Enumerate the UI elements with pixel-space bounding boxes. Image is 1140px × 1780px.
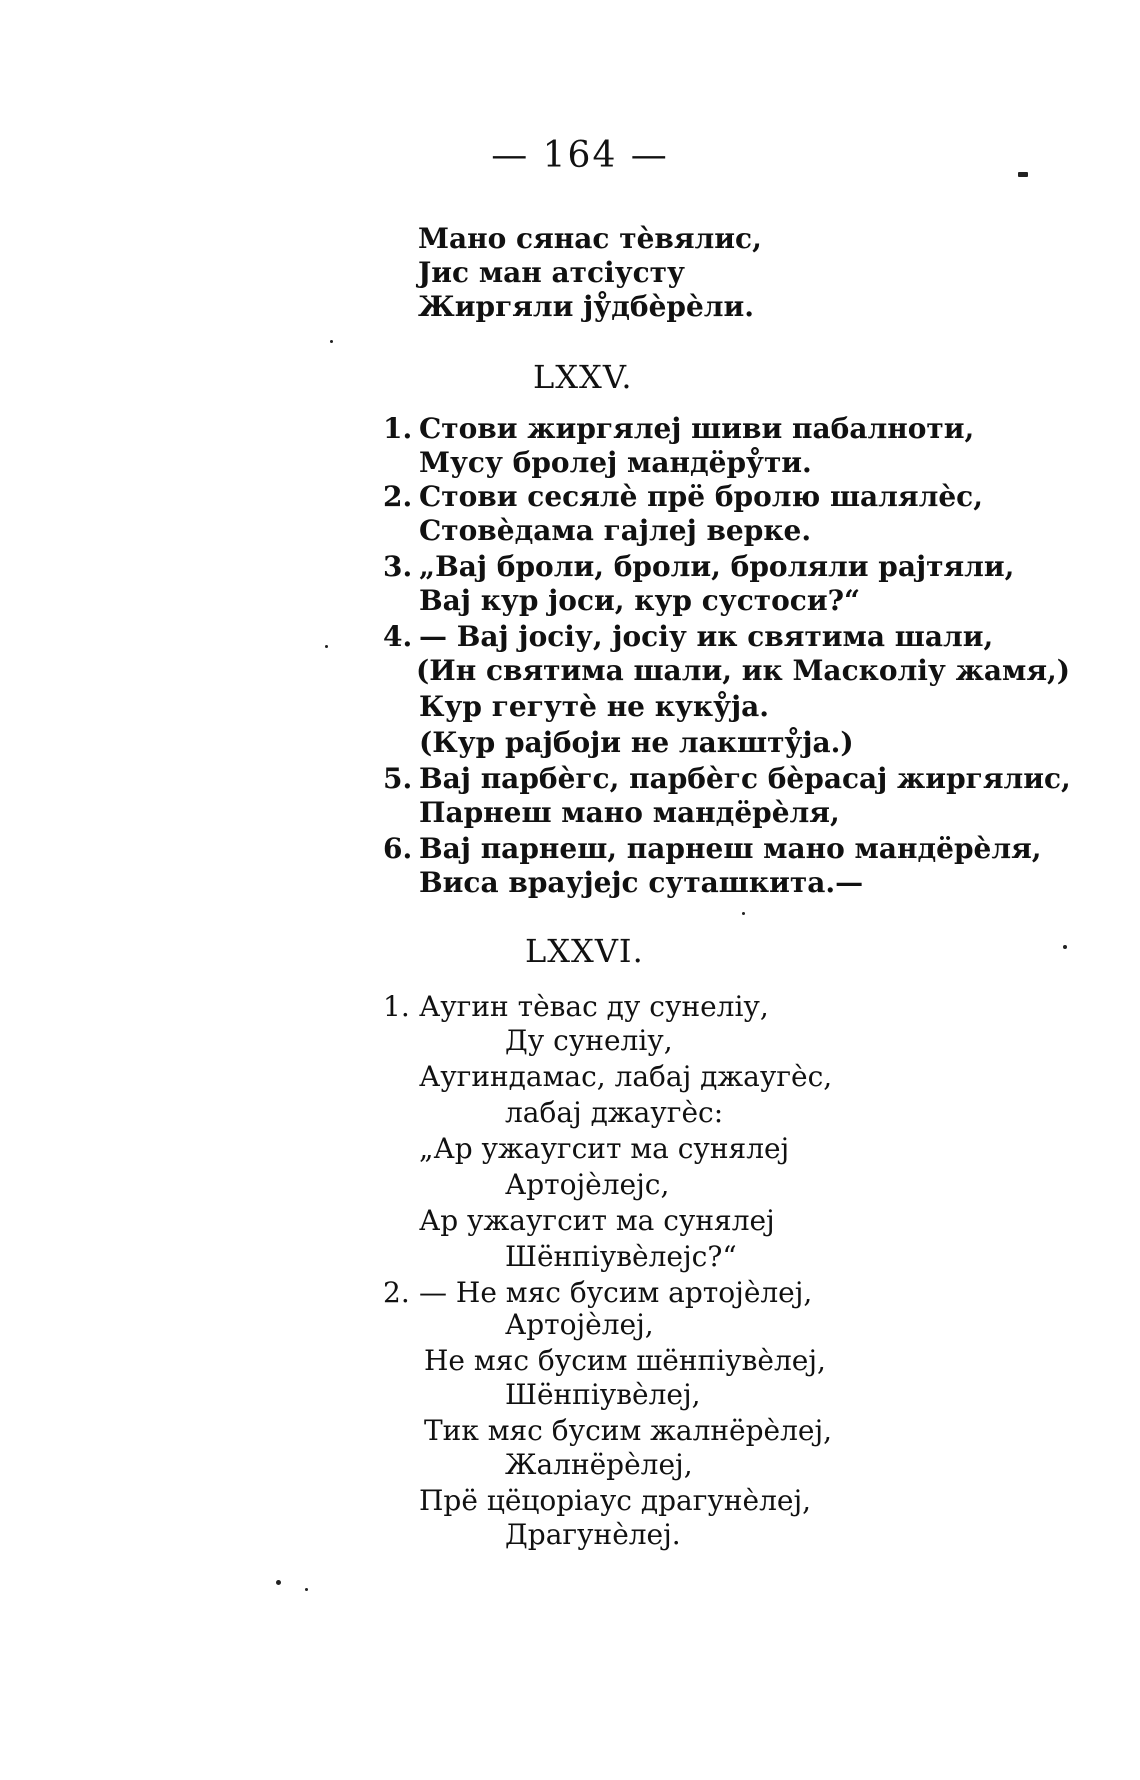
verse-text: Стови жиргялеј шиви пабалноти, (419, 412, 975, 445)
verse-line (419, 690, 769, 724)
scan-speck (305, 1588, 308, 1591)
verse-number: 2. (383, 1276, 410, 1309)
verse-text: Аугиндамас, лабај джаугѐс, (419, 1060, 833, 1093)
verse-text: (Кур рајбоји не лакшту̊ја.) (419, 726, 854, 759)
verse-text: Артојѐлејс, (505, 1168, 670, 1201)
scan-speck (1018, 172, 1028, 177)
scan-speck (742, 912, 745, 915)
verse-number: 5. (383, 762, 413, 795)
verse-line (505, 1240, 737, 1274)
verse-text: — Вај јосіу, јосіу ик святима шали, (419, 620, 994, 653)
verse-text: лабај джаугѐс: (505, 1096, 724, 1129)
verse-text: Парнеш мано мандёрѐля, (419, 796, 840, 829)
verse-text: Кур гегутѐ не куку̊ја. (419, 690, 770, 723)
verse-text: Шёнпіувѐлеј, (505, 1378, 701, 1411)
verse-text: Ар ужаугсит ма сунялеј (419, 1204, 775, 1237)
verse-text: Драгунѐлеј. (505, 1518, 681, 1551)
verse-number: 1. (383, 412, 413, 445)
verse-number: 1. (383, 990, 410, 1023)
verse-text: Ду сунеліу, (505, 1024, 673, 1057)
verse-number: 4. (383, 620, 413, 653)
verse-line (383, 1276, 812, 1310)
verse-text: „Ар ужаугсит ма сунялеј (419, 1132, 790, 1165)
verse-line (419, 514, 811, 548)
verse-line (419, 726, 854, 760)
verse-text: Шёнпіувѐлејс?“ (505, 1240, 737, 1273)
verse-line (419, 1484, 811, 1518)
page-number: — 164 — (491, 135, 669, 176)
verse-number: 2. (383, 480, 413, 513)
intro-line: Јис ман атсіусту (418, 256, 685, 289)
section-heading-lxxv: LXXV. (533, 358, 633, 396)
verse-text: Жалнёрѐлеј, (505, 1448, 693, 1481)
verse-line (505, 1518, 681, 1552)
verse-line (383, 832, 1042, 866)
verse-line (383, 620, 993, 654)
verse-line (419, 1132, 789, 1166)
verse-line (416, 654, 1070, 688)
verse-text: Мусу бролеј мандёру̊ти. (419, 446, 812, 479)
scan-speck (276, 1580, 281, 1585)
verse-line (419, 1204, 775, 1238)
scan-speck (1063, 945, 1067, 949)
verse-line (505, 1024, 673, 1058)
verse-text: Вај кур јоси, кур сустоси?“ (419, 584, 861, 617)
verse-text: Артојѐлеј, (505, 1308, 654, 1341)
verse-line (505, 1168, 669, 1202)
intro-line: Мано сянас тѐвялис, (418, 222, 762, 255)
verse-line (505, 1308, 654, 1342)
verse-line (383, 550, 1014, 584)
verse-text: Вај парнеш, парнеш мано мандёрѐля, (419, 832, 1042, 865)
scan-speck (330, 340, 333, 343)
verse-line (419, 796, 840, 830)
section-heading-lxxvi: LXXVI. (525, 932, 644, 970)
verse-number: 3. (383, 550, 413, 583)
verse-line (383, 990, 769, 1024)
verse-text: „Вај броли, броли, броляли рајтяли, (419, 550, 1015, 583)
verse-text: — Не мяс бусим артојѐлеј, (419, 1276, 813, 1309)
verse-text: Аугин тѐвас ду сунеліу, (419, 990, 769, 1023)
verse-text: Прё цёцоріаус драгунѐлеј, (419, 1484, 812, 1517)
verse-line (419, 584, 860, 618)
verse-text: Вај парбѐгс, парбѐгс бѐрасај жиргялис, (419, 762, 1071, 795)
verse-text: (Ин святима шали, ик Масколіу жамя,) (416, 654, 1070, 687)
verse-text: Стовѐдама гајлеј верке. (419, 514, 812, 547)
verse-line (383, 412, 974, 446)
verse-line (419, 446, 812, 480)
verse-text: Тик мяс бусим жалнёрѐлеј, (424, 1414, 833, 1447)
verse-number: 6. (383, 832, 413, 865)
verse-line (419, 1060, 832, 1094)
verse-line (505, 1448, 693, 1482)
verse-text: Виса враујејс суташкита.— (419, 866, 864, 899)
verse-text: Не мяс бусим шёнпіувѐлеј, (424, 1344, 826, 1377)
verse-line (424, 1414, 832, 1448)
verse-line (424, 1344, 826, 1378)
verse-line (419, 866, 863, 900)
intro-line: Жиргяли ју̊дбѐрѐли. (418, 290, 755, 323)
verse-line (383, 762, 1071, 796)
verse-line (505, 1096, 723, 1130)
verse-text: Стови сесялѐ прё бролю шалялѐс, (419, 480, 983, 513)
verse-line (383, 480, 983, 514)
verse-line (505, 1378, 701, 1412)
scan-speck (325, 645, 328, 648)
